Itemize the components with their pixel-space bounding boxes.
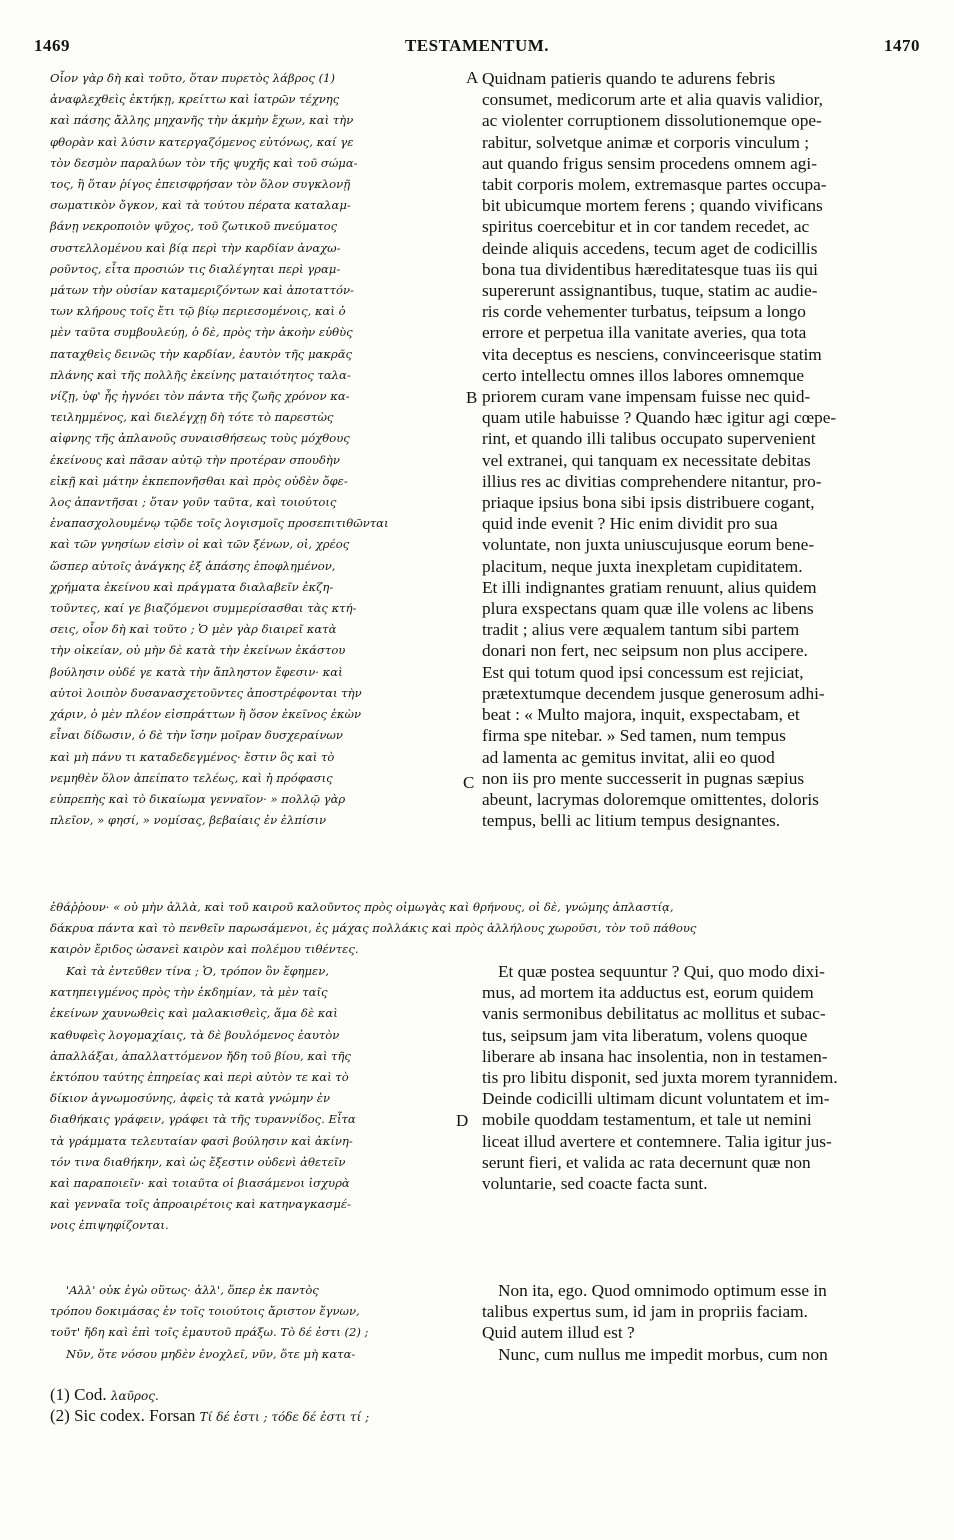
greek-top-line: μάτων τὴν οὐσίαν καταμεριζόντων καὶ ἀποταττόν- (50, 283, 354, 298)
greek-top-line: τοῦντες, καί γε βιαζόμενοι συμμερίσασθαι τὰς κτή- (50, 601, 357, 616)
latin-mid-line: mus, ad mortem ita adductus est, eorum quidem (482, 983, 814, 1003)
latin-mid-line: liberare ab insana hac insolentia, non in testamen- (482, 1046, 828, 1066)
latin-top-line: abeunt, lacrymas doloremque omittentes, doloris (482, 789, 819, 809)
greek-column-bottom (50, 1280, 468, 1365)
latin-top-line: beat : « Multo majora, inquit, exspectabam, et (482, 705, 800, 725)
latin-mid-line: tis pro libitu disponit, sed juxta morem tyrannidem. (482, 1068, 838, 1088)
latin-top-line: firma spe nitebar. » Sed tamen, num tempus (482, 726, 786, 746)
latin-bottom-line: Quid autem illud est ? (482, 1323, 635, 1343)
latin-top-line: spiritus coercebitur et in cor tandem recedet, ac (482, 217, 810, 237)
greek-bottom-line: Νῦν, ὅτε νόσου μηδὲν ἐνοχλεῖ, νῦν, ὅτε μὴ κατα- (66, 1346, 356, 1361)
latin-top-line: ac violenter corruptionem dissolutionemque ope- (482, 111, 822, 131)
greek-top-line: καὶ τῶν γνησίων εἰσὶν οἱ καὶ τῶν ξένων, οἱ, χρέος (50, 537, 350, 552)
greek-top-line: καὶ πάσης ἄλλης μηχανῆς τὴν ἀκμὴν ἔχων, καὶ τὴν (50, 113, 354, 128)
greek-top-line: σωματικὸν ὄγκον, καὶ τὰ τούτου πέρατα καταλαμ- (50, 198, 351, 213)
greek-mid-line: τὰ γράμματα τελευταίαν φασὶ βούλησιν καὶ ἀκίνη- (50, 1133, 353, 1148)
greek-mid-line: νοις ἐπιψηφίζονται. (50, 1218, 169, 1233)
latin-top-line: priorem curam vane impensam fuisse nec quid- (482, 387, 811, 407)
latin-top-line: plura exspectans quam quæ ille volens ac libens (482, 599, 814, 619)
greek-bottom-line: τοῦτ' ἤδη καὶ ἐπὶ τοῖς ἐμαυτοῦ πράξω. Τὸ δέ ἐστι (2) ; (50, 1325, 369, 1340)
greek-mid-line: καὶ παραποιεῖν· καὶ τοιαῦτα οἱ βιασάμενοι ἰσχυρὰ (50, 1176, 350, 1191)
latin-top-line: vita deceptus es nesciens, convinceerisque statim (482, 344, 822, 364)
greek-column-middle (50, 961, 468, 1237)
greek-top-line: καὶ μὴ πάνυ τι καταδεδεγμένος· ἔστιν ὃς καὶ τὸ (50, 749, 335, 764)
greek-mid-line: καθυφεὶς λογομαχίαις, τὰ δὲ βουλόμενος ἑαυτὸν (50, 1027, 340, 1042)
latin-top-line: ris corde vehementer turbatus, teipsum a longo (482, 302, 806, 322)
footnote-1-label: (1) Cod. (50, 1385, 107, 1404)
latin-bottom-line: Nunc, cum nullus me impedit morbus, cum non (498, 1344, 828, 1364)
margin-marker-c: C (463, 773, 475, 792)
greek-bottom-line: 'Αλλ' οὐκ ἐγὼ οὕτως· ἀλλ', ὅπερ ἐκ παντὸς (66, 1283, 319, 1297)
latin-top-line: rint, et quando illi talibus occupato supervenient (482, 429, 816, 449)
greek-mid-line: Καὶ τὰ ἐντεῦθεν τίνα ; Ὁ, τρόπον ὃν ἔφημεν, (66, 964, 330, 978)
margin-marker-b: B (466, 388, 478, 407)
latin-top-line: tradit ; alius vere æqualem tantum sibi partem (482, 620, 800, 640)
latin-mid-line: vanis sermonibus debilitatus ac mollitus et subac- (482, 1004, 826, 1024)
latin-top-line: Et illi indignantes gratiam renuunt, alius quidem (482, 577, 817, 597)
footnote-1 (50, 1385, 490, 1406)
latin-top-line: donari non fert, nec seipsum non plus accipere. (482, 641, 808, 661)
running-title: TESTAMENTUM. (404, 36, 550, 55)
greek-top-line: τὴν οἰκείαν, οὐ μὴν δὲ κατὰ τὴν ἐκείνων ἑκάστου (50, 643, 346, 658)
latin-top-line: bit ubicumque mortem ferens ; quando vivificans (482, 196, 823, 216)
greek-bottom-line: τρόπου δοκιμάσας ἐν τοῖς τοιούτοις ἄριστον ἔγνων, (50, 1304, 360, 1319)
greek-full-width-paragraph (50, 897, 918, 961)
greek-top-line: Οἷον γὰρ δὴ καὶ τοῦτο, ὅταν πυρετὸς λάβρος (1) (50, 71, 336, 85)
greek-top-line: τὸν δεσμὸν παραλύων τὸν τῆς ψυχῆς καὶ τοῦ σώμα- (50, 155, 358, 170)
greek-wide-line: δάκρυα πάντα καὶ τὸ πενθεῖν παρωσάμενοι, ἐς μάχας πολλάκις καὶ πρὸς ἀλλήλους χωροῦσι, τὸν τοῦ πάθους (50, 921, 697, 936)
greek-top-line: των κλήρους τοῖς ἔτι τῷ βίῳ περιεσομένοις, καὶ ὁ (50, 304, 346, 319)
latin-top-line: consumet, medicorum arte et alia quavis validior, (482, 90, 823, 110)
greek-top-line: ὥσπερ αὐτοῖς ἀνάγκης ἐξ ἁπάσης ἐποφλημένον, (50, 558, 336, 573)
footnotes (50, 1385, 490, 1427)
greek-top-line: βούλησιν οὐδέ γε κατὰ τὴν ἄπληστον ἔφεσιν· καὶ (50, 664, 343, 679)
latin-top-line: non iis pro mente successerit in pugnas sæpius (482, 768, 805, 788)
greek-wide-line: καιρὸν ἔριδος ὡσανεὶ καιρὸν καὶ πολέμου τιθέντες. (50, 942, 359, 957)
greek-top-line: φθορὰν καὶ λύσιν κατεργαζόμενος εὐτόνως, καί γε (50, 134, 354, 149)
latin-top-line: placitum, neque juxta inexpletam cupiditatem. (482, 556, 803, 576)
latin-mid-line: tus, seipsum jam vita liberatum, volens quoque (482, 1025, 808, 1045)
latin-top-line: tempus, belli ac litium tempus designantes. (482, 811, 781, 831)
greek-mid-line: διαθήκαις γράφειν, γράφει τὰ τῆς τυραννίδος. Εἶτα (50, 1112, 356, 1127)
latin-mid-line: voluntarie, sed coacte facta sunt. (482, 1174, 708, 1194)
footnote-2 (50, 1406, 490, 1427)
latin-top-line: ad lamenta ac gemitus invitat, alii eo quod (482, 747, 775, 767)
greek-top-line: ροῦντος, εἶτα προσιών τις διαλέγηται περὶ γραμ- (50, 261, 341, 276)
greek-top-line: ἐκείνους καὶ πᾶσαν αὐτῷ τὴν προτέραν σπουδὴν (50, 452, 340, 467)
latin-top-line: vel extranei, qui tanquam ex necessitate debitas (482, 450, 811, 470)
greek-top-line: πλεῖον, » φησί, » νομίσας, βεβαίαις ἐν ἐλπίσιν (50, 813, 327, 828)
greek-top-line: εἶναι δίδωσιν, ὁ δὲ τὴν ἴσην μοῖραν δυσχεραίνων (50, 728, 343, 743)
latin-top-line: supererunt assignantibus, tuque, statim ac audie- (482, 281, 818, 301)
latin-top-line: voluntate, non juxta uniuscujusque eorum bene- (482, 535, 815, 555)
greek-top-line: λος ἀπαντῆσαι ; ὅταν γοῦν ταῦτα, καὶ τοιούτοις (50, 495, 337, 510)
greek-mid-line: ἐκείνων χαυνωθεὶς καὶ μαλακισθεὶς, ἅμα δὲ καὶ (50, 1006, 338, 1021)
latin-bottom-line: talibus expertus sum, id jam in propriis faciam. (482, 1302, 808, 1322)
latin-mid-line: mobile quoddam testamentum, et tale ut nemini (482, 1110, 812, 1130)
latin-bottom-line: Non ita, ego. Quod omnimodo optimum esse in (498, 1281, 827, 1300)
latin-top-line: bona tua dividentibus hæreditatesque tuas iis qui (482, 259, 818, 279)
greek-top-line: μὲν ταῦτα συμβουλεύῃ, ὁ δὲ, πρὸς τὴν ἀκοὴν εὐθὺς (50, 325, 353, 340)
greek-top-line: ἀναφλεχθεὶς ἐκτήκῃ, κρείττω καὶ ἰατρῶν τέχνης (50, 92, 340, 107)
greek-top-line: πλάνης καὶ τῆς πολλῆς ἐκείνης ματαιότητος ταλα- (50, 367, 351, 382)
greek-mid-line: δίκιον ἀγνωμοσύνης, ἀφεὶς τὰ κατὰ γνώμην ἐν (50, 1091, 331, 1106)
latin-mid-line: serunt fieri, et valida ac rata decernunt quæ non (482, 1152, 811, 1172)
latin-top-line: priaque ipsius bona sibi ipsis distribuere cogant, (482, 493, 815, 513)
page-number-right: 1470 (884, 36, 920, 55)
greek-wide-line: ἐθάῤῥουν· « οὐ μὴν ἀλλὰ, καὶ τοῦ καιροῦ καλοῦντος πρὸς οἰμωγὰς καὶ θρήνους, οἱ δὲ, γνώμης ἀπλαστίᾳ, (50, 900, 674, 914)
greek-top-line: εἰκῇ καὶ μάτην ἐκπεπονῆσθαι καὶ πρὸς οὐδὲν ὄφε- (50, 473, 348, 488)
page-number-left: 1469 (34, 36, 70, 55)
latin-top-line: prætextumque decendem jusque generosum adhi- (482, 683, 825, 703)
latin-top-line: deinde aliquis accedens, tecum aget de codicillis (482, 238, 818, 258)
greek-top-line: νίζῃ, ὑφ' ἧς ἠγνόει τὸν πάντα τῆς ζωῆς χρόνον κα- (50, 389, 350, 404)
latin-column-bottom (482, 1280, 922, 1365)
greek-top-line: νεμηθὲν ὅλον ἀπείπατο τελέως, καὶ ἡ πρόφασις (50, 770, 333, 785)
greek-top-line: τειλημμένος, καὶ διελέγχῃ δὴ τότε τὸ παρεστὼς (50, 410, 334, 425)
greek-column-top (50, 68, 468, 831)
footnote-2-label: (2) Sic codex. Forsan (50, 1406, 196, 1425)
greek-mid-line: καὶ γενναῖα τοῖς ἀπροαιρέτοις καὶ κατηναγκασμέ- (50, 1197, 351, 1212)
greek-top-line: βάνῃ νεκροποιὸν ψῦχος, τοῦ ζωτικοῦ πνεύματος (50, 219, 338, 234)
latin-top-line: certo intellectu omnes illos labores omnemque (482, 365, 805, 385)
latin-top-line: quid inde evenit ? Hic enim dividit pro sua (482, 514, 778, 534)
greek-top-line: σεις, οἷον δὴ καὶ τοῦτο ; Ὁ μὲν γὰρ διαιρεῖ κατὰ (50, 622, 337, 637)
greek-mid-line: ἀπαλλάξαι, ἀπαλλαττόμενον ἤδη τοῦ βίου, καὶ τῆς (50, 1048, 351, 1063)
greek-top-line: εὐπρεπὴς καὶ τὸ δικαίωμα γενναῖον· » πολλῷ γὰρ (50, 791, 346, 806)
margin-marker-d: D (456, 1111, 469, 1130)
greek-mid-line: κατηπειγμένος πρὸς τὴν ἐκδημίαν, τὰ μὲν ταῖς (50, 985, 328, 1000)
greek-top-line: αὐτοὶ λοιπὸν δυσανασχετοῦντες ἀποστρέφονται τὴν (50, 685, 362, 700)
greek-top-line: χάριν, ὁ μὲν πλέον εἰσπράττων ἢ ὅσον ἐκεῖνος ἑκὼν (50, 707, 362, 722)
latin-top-line: errore et perpetua illa vanitate averies, qua tota (482, 323, 807, 343)
footnote-2-greek: Τί δέ ἐστι ; τόδε δέ ἐστι τί ; (199, 1410, 370, 1424)
greek-top-line: χρήματα ἐκείνου καὶ πράγματα διαλαβεῖν ἐκζη- (50, 579, 334, 594)
latin-top-line: tabit corporis molem, extremasque partes occupa- (482, 175, 827, 195)
greek-top-line: συστελλομένου καὶ βίᾳ περὶ τὴν καρδίαν ἀναχω- (50, 240, 341, 255)
latin-mid-line: Et quæ postea sequuntur ? Qui, quo modo dixi- (498, 962, 825, 981)
greek-top-line: τος, ἢ ὅταν ῥίγος ἐπεισφρήσαν τὸν ὅλον συγκλονῇ (50, 177, 351, 192)
greek-top-line: παταχθεὶς δεινῶς τὴν καρδίαν, ἑαυτὸν τῆς μακρᾶς (50, 346, 353, 361)
latin-mid-line: liceat illud avertere et contemnere. Talia igitur jus- (482, 1131, 832, 1151)
latin-column-middle (482, 961, 922, 1194)
greek-top-line: αἰφνης τῆς ἀπλανοῦς συναισθήσεως τοὺς μόχθους (50, 431, 350, 446)
greek-mid-line: ἐκτόπου ταύτης ἐπηρείας καὶ περὶ αὐτὸν τε καὶ τὸ (50, 1070, 349, 1085)
latin-top-line: quam utile habuisse ? Quando hæc igitur agi cœpe- (482, 408, 837, 428)
greek-top-line: ἐναπασχολουμένῳ τῷδε τοῖς λογισμοῖς προσεπιτιθῶνται (50, 516, 389, 531)
margin-marker-a: A (466, 68, 479, 87)
latin-top-line: Est qui totum quod ipsi concessum est rejiciat, (482, 662, 804, 682)
latin-top-line: Quidnam patieris quando te adurens febris (482, 69, 776, 88)
latin-column-top (482, 68, 922, 831)
greek-mid-line: τόν τινα διαθήκην, καὶ ὡς ἔξεστιν οὐδενὶ ἀθετεῖν (50, 1154, 346, 1169)
latin-top-line: illius res ac divitias comprehendere nitantur, pro- (482, 471, 822, 491)
latin-mid-line: Deinde codicilli ultimam dicunt voluntatem et im- (482, 1089, 830, 1109)
latin-top-line: aut quando frigus sensim procedens omnem agi- (482, 153, 817, 173)
footnote-1-greek: λαῦρος. (110, 1389, 159, 1403)
latin-top-line: rabitur, solvetque animæ et corporis vinculum ; (482, 132, 810, 152)
